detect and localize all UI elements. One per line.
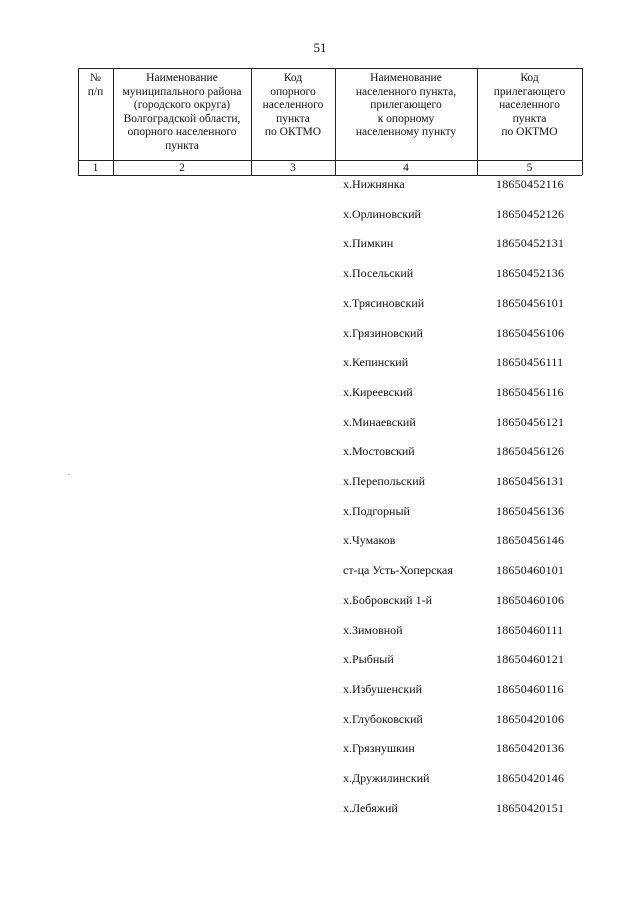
header-line: к опорному xyxy=(377,112,435,125)
header-line: по ОКТМО xyxy=(501,126,558,138)
header-line: прилегающего xyxy=(370,99,442,111)
table-row xyxy=(0,444,640,464)
header-line: пункта xyxy=(165,139,199,152)
table-row xyxy=(0,504,640,524)
oktmo-code: 18650420106 xyxy=(496,711,565,726)
oktmo-code: 18650460121 xyxy=(496,652,565,667)
oktmo-code: 18650420151 xyxy=(496,800,565,815)
oktmo-code: 18650460106 xyxy=(496,592,565,607)
settlement-name: х.Рыбный xyxy=(343,652,394,667)
settlement-name: х.Избушенский xyxy=(343,681,423,696)
oktmo-code: 18650456136 xyxy=(496,503,565,518)
settlement-name: х.Лебяжий xyxy=(343,800,398,815)
table-row xyxy=(0,326,640,346)
column-number-5: 5 xyxy=(526,162,533,174)
oktmo-code: 18650456131 xyxy=(496,474,565,488)
header-col-adjacent-code xyxy=(477,72,582,140)
settlement-name: х.Дружилинский xyxy=(343,771,430,785)
settlement-name: х.Нижнянка xyxy=(343,177,405,191)
header-top-rule xyxy=(78,68,582,69)
settlement-name: х.Глубоковский xyxy=(343,711,423,726)
table-row xyxy=(0,593,640,613)
oktmo-code: 18650460111 xyxy=(496,622,564,637)
table-row xyxy=(0,385,640,405)
header-line: Код xyxy=(520,72,539,84)
header-col-code xyxy=(251,72,335,140)
oktmo-code: 18650456121 xyxy=(496,414,565,429)
oktmo-code: 18650460116 xyxy=(496,681,564,696)
header-line: опорного населенного xyxy=(127,126,237,138)
table-row xyxy=(0,682,640,702)
oktmo-code: 18650456101 xyxy=(496,295,565,310)
header-line: пункта xyxy=(512,112,547,125)
header-line: населенного xyxy=(262,99,324,111)
oktmo-code: 18650420146 xyxy=(496,771,565,785)
header-line: прилегающего xyxy=(493,85,566,98)
table-row xyxy=(0,355,640,375)
header-line: № xyxy=(90,72,101,84)
table-row xyxy=(0,801,640,821)
table-row xyxy=(0,563,640,583)
table-row xyxy=(0,712,640,732)
table-row xyxy=(0,623,640,643)
header-line: Наименование xyxy=(370,72,442,84)
table-row xyxy=(0,741,640,761)
column-number-2: 2 xyxy=(179,162,185,174)
oktmo-code: 18650420136 xyxy=(496,741,565,756)
oktmo-code: 18650460101 xyxy=(496,563,565,578)
header-line: населенного пункта, xyxy=(355,85,457,98)
column-number-3: 3 xyxy=(290,162,296,174)
header-col-number xyxy=(78,72,113,99)
header-line: муниципального района xyxy=(122,85,242,98)
table-row xyxy=(0,296,640,316)
table-row xyxy=(0,652,640,672)
column-number-1: 1 xyxy=(92,162,99,174)
oktmo-code: 18650452116 xyxy=(496,177,564,191)
oktmo-code: 18650456106 xyxy=(496,325,565,340)
settlement-name: х.Трясиновский xyxy=(343,295,425,310)
settlement-name: х.Мостовский xyxy=(343,444,415,459)
header-line: Волгоградской области, xyxy=(123,112,241,125)
table-row xyxy=(0,415,640,435)
oktmo-code: 18650456111 xyxy=(496,355,564,370)
page-number: 51 xyxy=(313,40,327,55)
table-row xyxy=(0,771,640,791)
settlement-name: х.Орлиновский xyxy=(343,206,421,221)
settlement-name: х.Чумаков xyxy=(343,533,396,548)
header-line: населенному пункту xyxy=(355,126,457,138)
settlement-name: х.Зимовной xyxy=(343,622,403,637)
settlement-name: х.Грязнушкин xyxy=(343,741,415,756)
oktmo-code: 18650456126 xyxy=(496,444,565,459)
settlement-name: х.Посельский xyxy=(343,266,414,281)
oktmo-code: 18650456146 xyxy=(496,533,565,548)
oktmo-code: 18650452126 xyxy=(496,206,565,221)
settlement-name: х.Киреевский xyxy=(343,384,413,399)
header-line: Наименование xyxy=(146,72,218,84)
scan-speck xyxy=(68,474,70,475)
table-row xyxy=(0,236,640,256)
header-line: (городского округа) xyxy=(133,99,231,111)
table-row xyxy=(0,177,640,197)
table-row xyxy=(0,266,640,286)
settlement-name: х.Кепинский xyxy=(343,355,409,370)
settlement-name: х.Минаевский xyxy=(343,414,416,429)
table-row xyxy=(0,533,640,553)
settlement-name: ст-ца Усть-Хоперская xyxy=(343,563,453,578)
settlement-name: х.Грязиновский xyxy=(343,325,423,340)
settlement-name: х.Подгорный xyxy=(343,503,410,518)
header-bottom-rule xyxy=(78,175,582,176)
table-row xyxy=(0,474,640,494)
oktmo-code: 18650456116 xyxy=(496,384,564,399)
settlement-name: х.Бобровский 1-й xyxy=(343,592,433,607)
col-rule-5 xyxy=(582,68,583,175)
header-line: Код xyxy=(283,72,303,84)
header-col-adjacent-name xyxy=(335,72,477,140)
column-number-4: 4 xyxy=(403,162,409,174)
oktmo-code: 18650452136 xyxy=(496,266,565,281)
header-line: пункта xyxy=(276,112,310,125)
oktmo-code: 18650452131 xyxy=(496,236,565,251)
table-row xyxy=(0,207,640,227)
header-line: п/п xyxy=(87,85,104,98)
header-col-district xyxy=(113,72,251,153)
settlement-name: х.Перепольский xyxy=(343,474,426,488)
header-line: населенного xyxy=(499,99,560,111)
header-line: по ОКТМО xyxy=(264,126,322,138)
settlement-name: х.Пимкин xyxy=(343,236,394,251)
header-line: опорного xyxy=(270,85,316,98)
